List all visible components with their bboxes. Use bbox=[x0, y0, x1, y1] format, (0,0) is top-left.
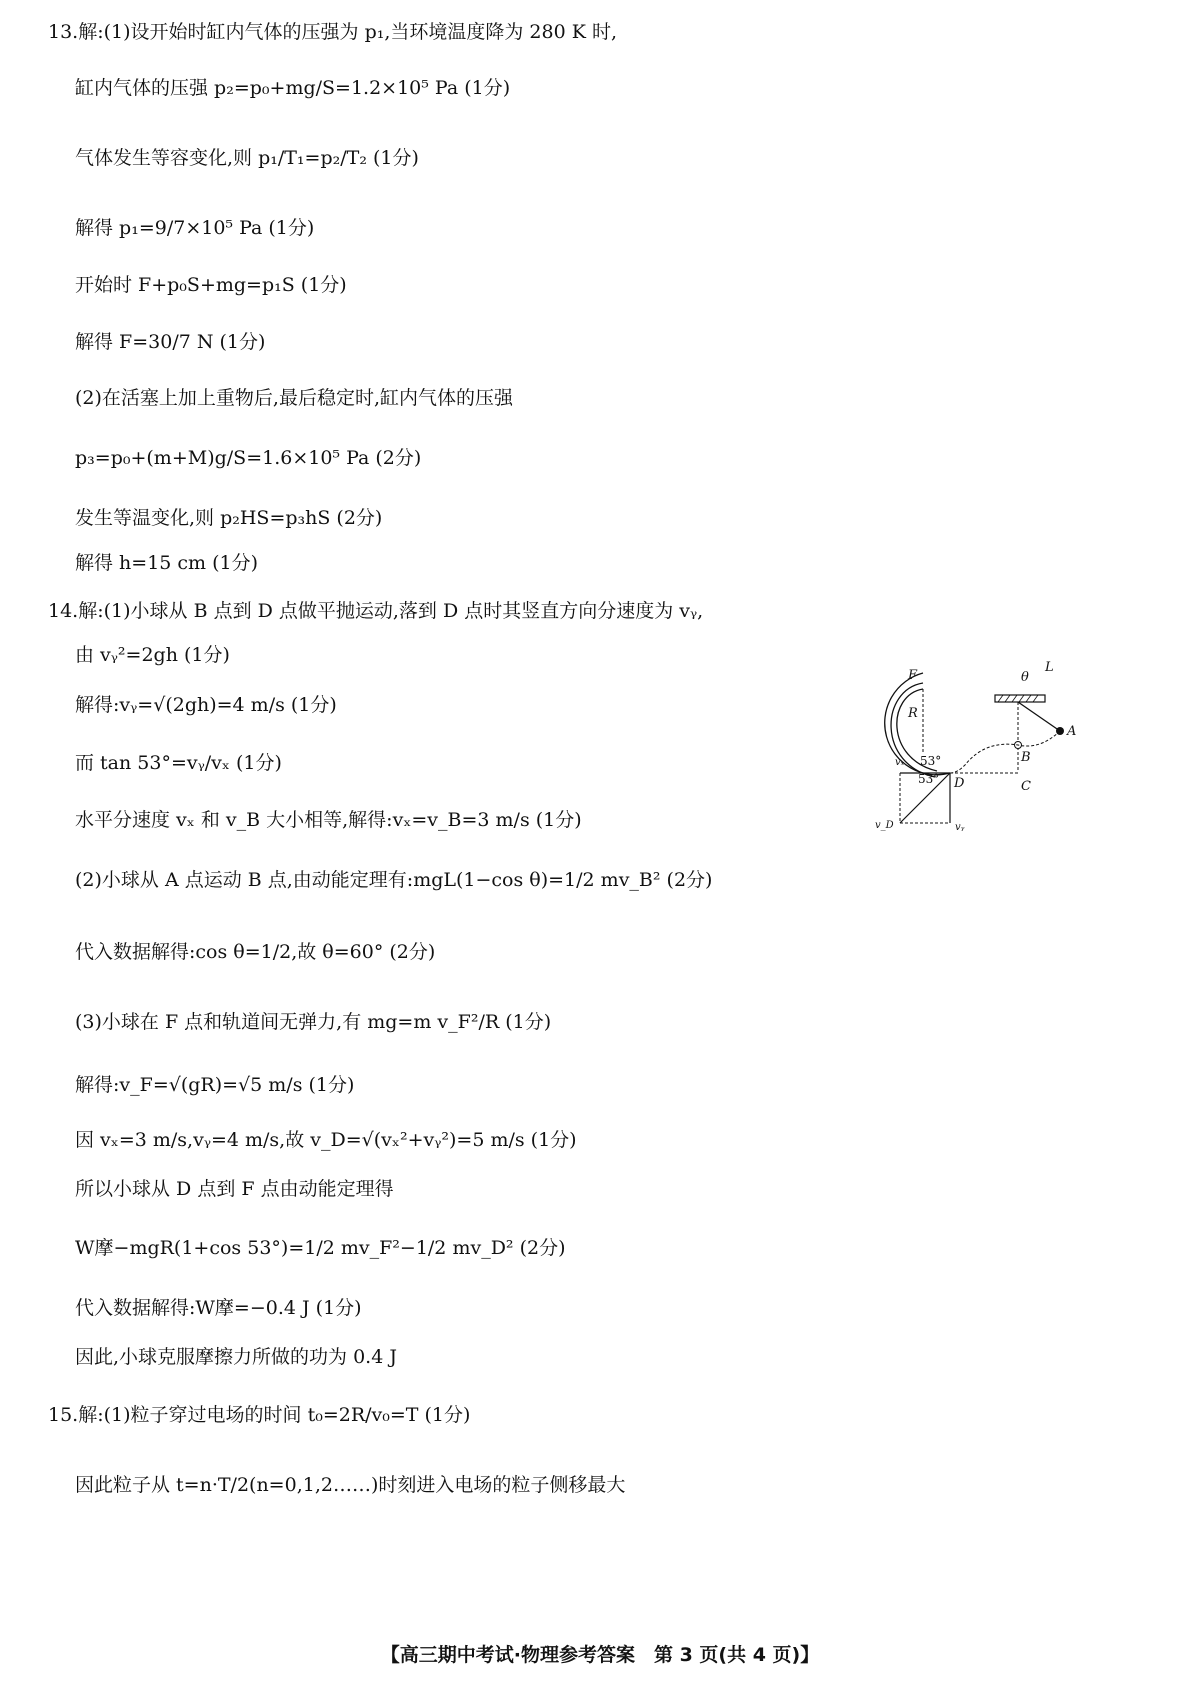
text-line: 解得:v_F=√(gR)=√5 m/s (1分) bbox=[75, 1074, 355, 1096]
label-f: F bbox=[908, 668, 918, 683]
text-line: 代入数据解得:cos θ=1/2,故 θ=60° (2分) bbox=[75, 941, 436, 963]
text-line: 解得 p₁=9/7×10⁵ Pa (1分) bbox=[75, 217, 315, 239]
text-line: 解得 h=15 cm (1分) bbox=[75, 552, 259, 574]
text-line: (3)小球在 F 点和轨道间无弹力,有 mg=m v_F²/R (1分) bbox=[75, 1011, 552, 1033]
text-line: 因此粒子从 t=n·T/2(n=0,1,2……)时刻进入电场的粒子侧移最大 bbox=[75, 1474, 626, 1496]
page-footer: 【高三期中考试·物理参考答案 第 3 页(共 4 页)】 bbox=[380, 1644, 820, 1666]
text-line: 因 vₓ=3 m/s,vᵧ=4 m/s,故 v_D=√(vₓ²+vᵧ²)=5 m/s (1分) bbox=[75, 1129, 577, 1151]
text-line: 所以小球从 D 点到 F 点由动能定理得 bbox=[75, 1178, 394, 1200]
label-d: D bbox=[954, 776, 965, 791]
label-vd: v_D bbox=[875, 820, 894, 831]
text-line: 气体发生等容变化,则 p₁/T₁=p₂/T₂ (1分) bbox=[75, 147, 419, 169]
text-line: 水平分速度 vₓ 和 v_B 大小相等,解得:vₓ=v_B=3 m/s (1分) bbox=[75, 809, 582, 831]
text-line: 13.解:(1)设开始时缸内气体的压强为 p₁,当环境温度降为 280 K 时, bbox=[48, 21, 618, 43]
text-line: 14.解:(1)小球从 B 点到 D 点做平抛运动,落到 D 点时其竖直方向分速度为 vᵧ, bbox=[48, 600, 704, 622]
pendulum-string bbox=[1018, 702, 1060, 731]
label-angle-1: 53° bbox=[920, 754, 942, 768]
label-l: L bbox=[1045, 660, 1054, 675]
label-r: R bbox=[908, 706, 918, 721]
label-a: A bbox=[1067, 724, 1077, 739]
label-b: B bbox=[1021, 750, 1031, 765]
text-line: 代入数据解得:W摩=−0.4 J (1分) bbox=[75, 1297, 362, 1319]
text-line: 发生等温变化,则 p₂HS=p₃hS (2分) bbox=[75, 507, 383, 529]
label-vy: vᵧ bbox=[955, 822, 965, 833]
label-theta: θ bbox=[1021, 670, 1029, 685]
text-line: p₃=p₀+(m+M)g/S=1.6×10⁵ Pa (2分) bbox=[75, 447, 422, 469]
text-line: 15.解:(1)粒子穿过电场的时间 t₀=2R/v₀=T (1分) bbox=[48, 1404, 471, 1426]
text-line: (2)在活塞上加上重物后,最后稳定时,缸内气体的压强 bbox=[75, 387, 513, 409]
text-line: 开始时 F+p₀S+mg=p₁S (1分) bbox=[75, 274, 347, 296]
text-line: 解得 F=30/7 N (1分) bbox=[75, 331, 266, 353]
text-line: 解得:vᵧ=√(2gh)=4 m/s (1分) bbox=[75, 694, 337, 716]
text-line: 由 vᵧ²=2gh (1分) bbox=[75, 644, 230, 666]
trajectory bbox=[950, 731, 1060, 773]
physics-diagram bbox=[875, 660, 1105, 845]
text-line: 因此,小球克服摩擦力所做的功为 0.4 J bbox=[75, 1346, 397, 1368]
label-angle-2: 53° bbox=[918, 772, 940, 786]
text-line: W摩−mgR(1+cos 53°)=1/2 mv_F²−1/2 mv_D² (2分) bbox=[75, 1237, 566, 1259]
text-line: (2)小球从 A 点运动 B 点,由动能定理有:mgL(1−cos θ)=1/2 mv_B² (2分) bbox=[75, 869, 713, 891]
label-vx: vₓ bbox=[895, 757, 905, 768]
label-c: C bbox=[1021, 779, 1031, 794]
text-line: 而 tan 53°=vᵧ/vₓ (1分) bbox=[75, 752, 282, 774]
text-line: 缸内气体的压强 p₂=p₀+mg/S=1.2×10⁵ Pa (1分) bbox=[75, 77, 511, 99]
